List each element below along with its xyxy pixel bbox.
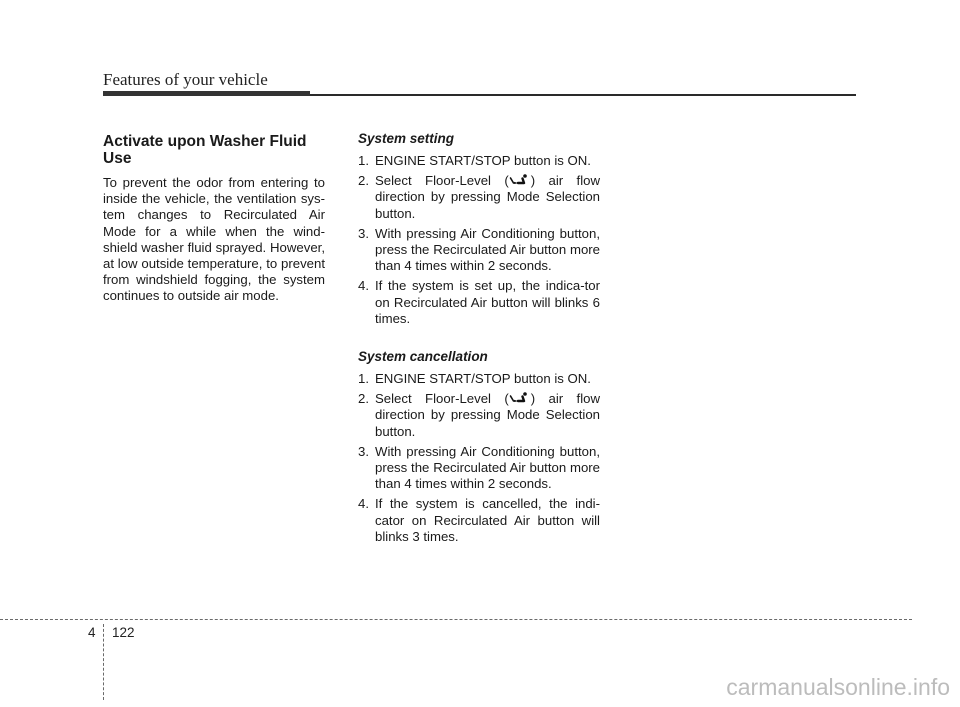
floor-airflow-icon (509, 392, 531, 405)
step-text: ENGINE START/STOP button is ON. (375, 371, 591, 387)
header-rule-accent (103, 91, 310, 96)
watermark-link[interactable]: carmanualsonline.info (726, 674, 950, 700)
section-heading: Activate upon Washer Fluid Use (103, 133, 307, 167)
step-text-pre: Select Floor-Level ( (375, 391, 509, 407)
section-paragraph: To prevent the odor from entering to inside the vehicle, the ventilation sys-tem changes to Recirculated Air Mode for a while when the wind-shield washer fluid sprayed. However, at low outside temperature, to prevent from windshield fogging, the system continues to outside air mode. (103, 175, 325, 304)
step-text-post: ) air flow direction by pressing Mode Selection button. (375, 391, 600, 439)
step-text-post: ) air flow direction by pressing Mode Selection button. (375, 173, 600, 221)
chapter-number: 4 (88, 625, 96, 640)
step-text: With pressing Air Conditioning button, press the Recirculated Air button more than 4 times within 2 seconds. (375, 225, 600, 274)
step-text: With pressing Air Conditioning button, press the Recirculated Air button more than 4 times within 2 seconds. (375, 443, 600, 492)
step-number: 1. (358, 371, 369, 387)
system-cancellation-steps (358, 371, 600, 545)
footer-rule (0, 619, 912, 620)
step-number: 4. (358, 278, 369, 294)
floor-airflow-icon (509, 174, 531, 187)
system-setting-heading: System setting (358, 131, 455, 146)
step-number: 1. (358, 153, 369, 168)
footer-divider (103, 624, 104, 700)
step-text: If the system is set up, the indica-tor on Recirculated Air button will blinks 6 times. (375, 278, 600, 326)
step-text: If the system is cancelled, the indi-cator on Recirculated Air button will blinks 3 times. (375, 496, 600, 544)
step-number: 4. (358, 496, 369, 512)
step-number: 3. (358, 225, 369, 241)
step-text-pre: Select Floor-Level ( (375, 173, 509, 189)
step-number: 2. (358, 173, 369, 189)
step-number: 2. (358, 391, 369, 407)
list-item (358, 278, 600, 327)
step-text: ENGINE START/STOP button is ON. (375, 153, 591, 168)
list-item (358, 444, 600, 493)
list-item (358, 226, 600, 275)
list-item (358, 371, 600, 387)
system-setting-steps (358, 153, 600, 327)
list-item (358, 496, 600, 545)
list-item (358, 173, 600, 222)
list-item (358, 153, 600, 169)
page-number: 122 (112, 625, 135, 640)
list-item (358, 391, 600, 440)
middle-column (358, 131, 600, 549)
left-column (103, 131, 325, 305)
step-number: 3. (358, 443, 369, 459)
header-title: Features of your vehicle (103, 70, 268, 89)
system-cancellation-heading: System cancellation (358, 349, 488, 365)
